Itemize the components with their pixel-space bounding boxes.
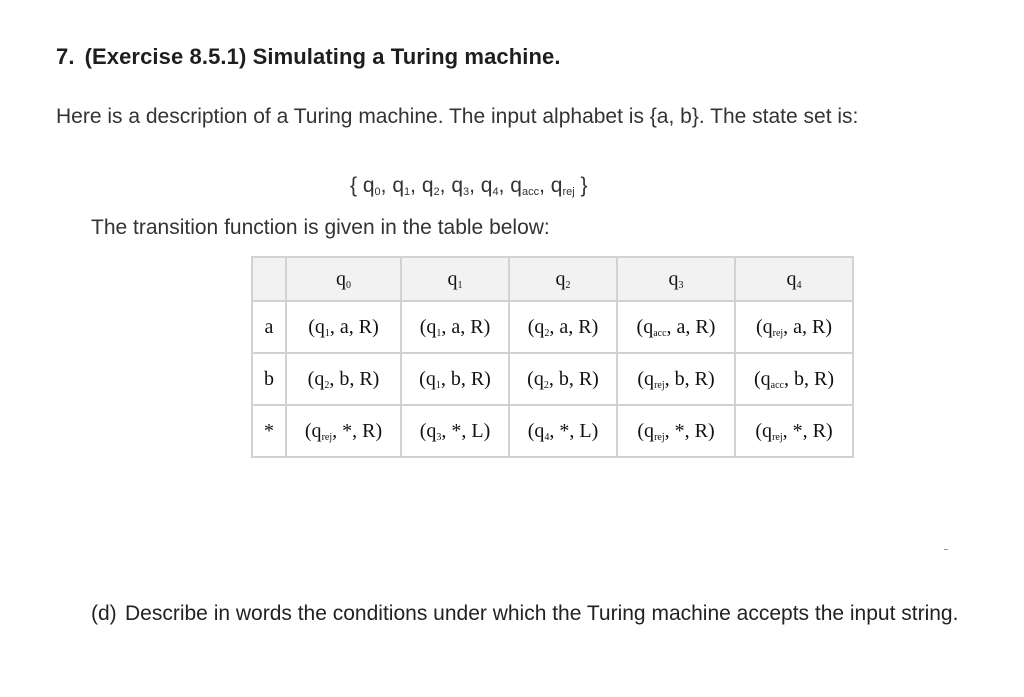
exercise-heading bbox=[56, 44, 561, 70]
state-set: { $q_0$, $q_1$, $q_2$, $q_3$, $q_4$, $q_{acc}$, $q_{rej}$ } bbox=[350, 174, 588, 198]
column-header-q1: $q_1$ bbox=[401, 257, 509, 301]
transition-cell: ($q_1$, a, R) bbox=[286, 301, 401, 353]
intro-paragraph: Here is a description of a Turing machine. The input alphabet is {a, b}. The state set is: bbox=[56, 105, 859, 128]
state-0: $q_0$ bbox=[362, 174, 381, 198]
transition-cell: ($q_2$, b, R) bbox=[286, 353, 401, 405]
transition-cell: ($q_{acc}$, a, R) bbox=[617, 301, 735, 353]
table-corner bbox=[252, 257, 286, 301]
row-symbol: a bbox=[252, 301, 286, 353]
transition-cell: ($q_1$, b, R) bbox=[401, 353, 509, 405]
transition-table bbox=[251, 256, 854, 458]
column-header-q2: $q_2$ bbox=[509, 257, 617, 301]
state-acc: $q_{acc}$ bbox=[510, 174, 540, 198]
transition-cell: ($q_3$, *, L) bbox=[401, 405, 509, 457]
state-1: $q_1$ bbox=[392, 174, 411, 198]
table-row bbox=[252, 353, 853, 405]
exercise-title: (Exercise 8.5.1) Simulating a Turing machine. bbox=[84, 44, 561, 69]
question-d-text: Describe in words the conditions under which the Turing machine accepts the input string. bbox=[125, 602, 959, 625]
state-2: $q_2$ bbox=[421, 174, 440, 198]
state-rej: $q_{rej}$ bbox=[550, 174, 575, 198]
transition-cell: ($q_{rej}$, *, R) bbox=[286, 405, 401, 457]
column-header-q0: $q_0$ bbox=[286, 257, 401, 301]
transition-cell: ($q_2$, a, R) bbox=[509, 301, 617, 353]
question-d bbox=[91, 600, 971, 627]
table-header-row bbox=[252, 257, 853, 301]
transition-cell: ($q_{rej}$, *, R) bbox=[617, 405, 735, 457]
transition-cell: ($q_1$, a, R) bbox=[401, 301, 509, 353]
exercise-number: 7. bbox=[56, 44, 75, 69]
row-symbol: * bbox=[252, 405, 286, 457]
row-symbol: b bbox=[252, 353, 286, 405]
table-row bbox=[252, 405, 853, 457]
scan-speck bbox=[944, 549, 948, 550]
transition-cell: ($q_{rej}$, *, R) bbox=[735, 405, 853, 457]
question-d-label: (d) bbox=[91, 602, 117, 625]
brace-close: } bbox=[574, 174, 588, 197]
transition-cell: ($q_{rej}$, b, R) bbox=[617, 353, 735, 405]
state-3: $q_3$ bbox=[451, 174, 470, 198]
state-4: $q_4$ bbox=[480, 174, 499, 198]
transition-cell: ($q_2$, b, R) bbox=[509, 353, 617, 405]
brace-open: { bbox=[350, 174, 363, 197]
transition-cell: ($q_{rej}$, a, R) bbox=[735, 301, 853, 353]
column-header-q3: $q_3$ bbox=[617, 257, 735, 301]
transition-cell: ($q_4$, *, L) bbox=[509, 405, 617, 457]
column-header-q4: $q_4$ bbox=[735, 257, 853, 301]
transition-intro: The transition function is given in the table below: bbox=[91, 216, 550, 239]
transition-cell: ($q_{acc}$, b, R) bbox=[735, 353, 853, 405]
table-row bbox=[252, 301, 853, 353]
